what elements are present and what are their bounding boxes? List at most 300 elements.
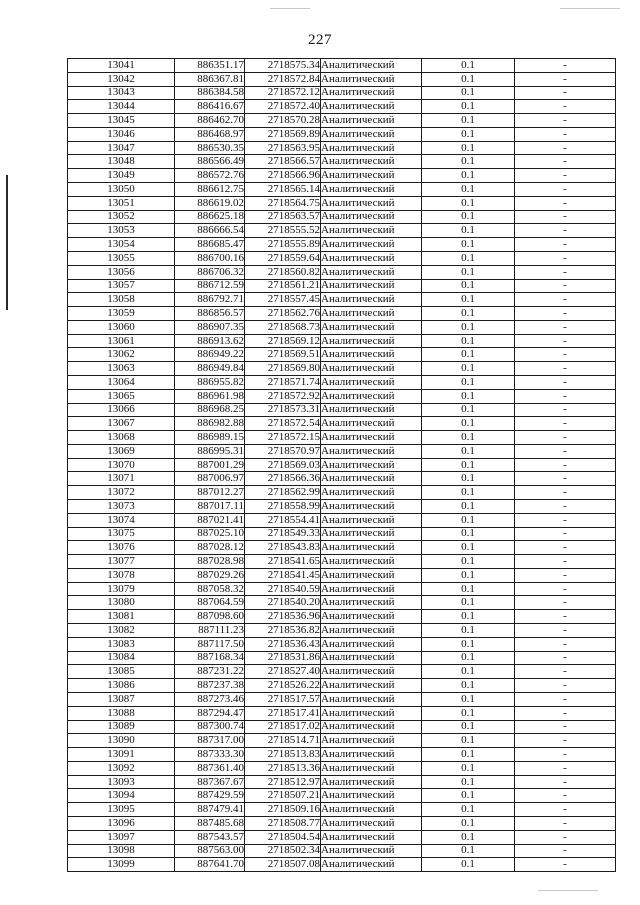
table-row — [68, 582, 616, 596]
x-coordinate-cell: 886989.15 — [175, 431, 245, 445]
accuracy-cell: 0.1 — [422, 169, 515, 183]
y-coordinate-cell: 2718536.82 — [245, 624, 321, 638]
method-cell: Аналитический — [321, 375, 422, 389]
note-cell: - — [515, 775, 616, 789]
point-number-cell: 13073 — [68, 500, 175, 514]
y-coordinate-cell: 2718541.45 — [245, 568, 321, 582]
accuracy-cell: 0.1 — [422, 858, 515, 872]
point-number-cell: 13076 — [68, 541, 175, 555]
x-coordinate-cell: 887006.97 — [175, 472, 245, 486]
x-coordinate-cell: 887294.47 — [175, 706, 245, 720]
note-cell: - — [515, 334, 616, 348]
table-row — [68, 789, 616, 803]
y-coordinate-cell: 2718560.82 — [245, 265, 321, 279]
x-coordinate-cell: 886685.47 — [175, 238, 245, 252]
point-number-cell: 13042 — [68, 72, 175, 86]
table-row — [68, 555, 616, 569]
note-cell: - — [515, 486, 616, 500]
note-cell: - — [515, 183, 616, 197]
accuracy-cell: 0.1 — [422, 362, 515, 376]
method-cell: Аналитический — [321, 127, 422, 141]
table-row — [68, 334, 616, 348]
note-cell: - — [515, 513, 616, 527]
point-number-cell: 13086 — [68, 679, 175, 693]
x-coordinate-cell: 886351.17 — [175, 59, 245, 73]
scan-speck — [270, 8, 310, 9]
x-coordinate-cell: 887237.38 — [175, 679, 245, 693]
method-cell: Аналитический — [321, 59, 422, 73]
note-cell: - — [515, 458, 616, 472]
method-cell: Аналитический — [321, 169, 422, 183]
point-number-cell: 13074 — [68, 513, 175, 527]
x-coordinate-cell: 887273.46 — [175, 692, 245, 706]
note-cell: - — [515, 720, 616, 734]
table-row — [68, 734, 616, 748]
point-number-cell: 13092 — [68, 761, 175, 775]
accuracy-cell: 0.1 — [422, 389, 515, 403]
note-cell: - — [515, 265, 616, 279]
method-cell: Аналитический — [321, 775, 422, 789]
method-cell: Аналитический — [321, 568, 422, 582]
point-number-cell: 13055 — [68, 251, 175, 265]
method-cell: Аналитический — [321, 748, 422, 762]
accuracy-cell: 0.1 — [422, 348, 515, 362]
y-coordinate-cell: 2718572.92 — [245, 389, 321, 403]
table-row — [68, 513, 616, 527]
x-coordinate-cell: 886955.82 — [175, 375, 245, 389]
x-coordinate-cell: 886792.71 — [175, 293, 245, 307]
accuracy-cell: 0.1 — [422, 224, 515, 238]
x-coordinate-cell: 886949.22 — [175, 348, 245, 362]
x-coordinate-cell: 887168.34 — [175, 651, 245, 665]
note-cell: - — [515, 610, 616, 624]
y-coordinate-cell: 2718572.84 — [245, 72, 321, 86]
table-row — [68, 830, 616, 844]
y-coordinate-cell: 2718512.97 — [245, 775, 321, 789]
table-row — [68, 527, 616, 541]
note-cell: - — [515, 348, 616, 362]
method-cell: Аналитический — [321, 816, 422, 830]
accuracy-cell: 0.1 — [422, 293, 515, 307]
accuracy-cell: 0.1 — [422, 375, 515, 389]
point-number-cell: 13045 — [68, 114, 175, 128]
x-coordinate-cell: 886995.31 — [175, 444, 245, 458]
x-coordinate-cell: 886612.75 — [175, 183, 245, 197]
x-coordinate-cell: 887300.74 — [175, 720, 245, 734]
point-number-cell: 13061 — [68, 334, 175, 348]
accuracy-cell: 0.1 — [422, 114, 515, 128]
point-number-cell: 13062 — [68, 348, 175, 362]
margin-binding-line — [6, 175, 8, 310]
point-number-cell: 13098 — [68, 844, 175, 858]
point-number-cell: 13054 — [68, 238, 175, 252]
y-coordinate-cell: 2718562.76 — [245, 307, 321, 321]
point-number-cell: 13093 — [68, 775, 175, 789]
table-row — [68, 183, 616, 197]
x-coordinate-cell: 886462.70 — [175, 114, 245, 128]
accuracy-cell: 0.1 — [422, 210, 515, 224]
y-coordinate-cell: 2718569.51 — [245, 348, 321, 362]
point-number-cell: 13044 — [68, 100, 175, 114]
accuracy-cell: 0.1 — [422, 679, 515, 693]
x-coordinate-cell: 886982.88 — [175, 417, 245, 431]
y-coordinate-cell: 2718517.41 — [245, 706, 321, 720]
table-row — [68, 624, 616, 638]
note-cell: - — [515, 596, 616, 610]
accuracy-cell: 0.1 — [422, 59, 515, 73]
note-cell: - — [515, 72, 616, 86]
method-cell: Аналитический — [321, 665, 422, 679]
note-cell: - — [515, 307, 616, 321]
x-coordinate-cell: 886913.62 — [175, 334, 245, 348]
method-cell: Аналитический — [321, 679, 422, 693]
accuracy-cell: 0.1 — [422, 816, 515, 830]
method-cell: Аналитический — [321, 362, 422, 376]
note-cell: - — [515, 431, 616, 445]
note-cell: - — [515, 748, 616, 762]
method-cell: Аналитический — [321, 403, 422, 417]
note-cell: - — [515, 238, 616, 252]
table-row — [68, 265, 616, 279]
y-coordinate-cell: 2718504.54 — [245, 830, 321, 844]
note-cell: - — [515, 789, 616, 803]
accuracy-cell: 0.1 — [422, 624, 515, 638]
note-cell: - — [515, 114, 616, 128]
point-number-cell: 13071 — [68, 472, 175, 486]
y-coordinate-cell: 2718502.34 — [245, 844, 321, 858]
table-row — [68, 761, 616, 775]
x-coordinate-cell: 886468.97 — [175, 127, 245, 141]
accuracy-cell: 0.1 — [422, 692, 515, 706]
x-coordinate-cell: 886530.35 — [175, 141, 245, 155]
accuracy-cell: 0.1 — [422, 541, 515, 555]
accuracy-cell: 0.1 — [422, 86, 515, 100]
x-coordinate-cell: 887058.32 — [175, 582, 245, 596]
accuracy-cell: 0.1 — [422, 582, 515, 596]
method-cell: Аналитический — [321, 389, 422, 403]
point-number-cell: 13085 — [68, 665, 175, 679]
x-coordinate-cell: 886384.58 — [175, 86, 245, 100]
table-row — [68, 596, 616, 610]
method-cell: Аналитический — [321, 183, 422, 197]
y-coordinate-cell: 2718558.99 — [245, 500, 321, 514]
x-coordinate-cell: 887028.98 — [175, 555, 245, 569]
note-cell: - — [515, 844, 616, 858]
accuracy-cell: 0.1 — [422, 155, 515, 169]
table-row — [68, 196, 616, 210]
x-coordinate-cell: 887117.50 — [175, 637, 245, 651]
accuracy-cell: 0.1 — [422, 734, 515, 748]
note-cell: - — [515, 155, 616, 169]
table-row — [68, 858, 616, 872]
note-cell: - — [515, 692, 616, 706]
method-cell: Аналитический — [321, 444, 422, 458]
x-coordinate-cell: 887029.26 — [175, 568, 245, 582]
point-number-cell: 13047 — [68, 141, 175, 155]
point-number-cell: 13064 — [68, 375, 175, 389]
point-number-cell: 13078 — [68, 568, 175, 582]
point-number-cell: 13095 — [68, 803, 175, 817]
note-cell: - — [515, 624, 616, 638]
accuracy-cell: 0.1 — [422, 610, 515, 624]
y-coordinate-cell: 2718557.45 — [245, 293, 321, 307]
point-number-cell: 13081 — [68, 610, 175, 624]
table-row — [68, 141, 616, 155]
x-coordinate-cell: 886907.35 — [175, 320, 245, 334]
accuracy-cell: 0.1 — [422, 761, 515, 775]
accuracy-cell: 0.1 — [422, 320, 515, 334]
table-row — [68, 486, 616, 500]
accuracy-cell: 0.1 — [422, 238, 515, 252]
point-number-cell: 13091 — [68, 748, 175, 762]
table-row — [68, 362, 616, 376]
method-cell: Аналитический — [321, 610, 422, 624]
y-coordinate-cell: 2718566.96 — [245, 169, 321, 183]
note-cell: - — [515, 830, 616, 844]
method-cell: Аналитический — [321, 803, 422, 817]
note-cell: - — [515, 665, 616, 679]
y-coordinate-cell: 2718509.16 — [245, 803, 321, 817]
point-number-cell: 13052 — [68, 210, 175, 224]
note-cell: - — [515, 858, 616, 872]
method-cell: Аналитический — [321, 307, 422, 321]
table-row — [68, 651, 616, 665]
table-row — [68, 307, 616, 321]
note-cell: - — [515, 320, 616, 334]
point-number-cell: 13070 — [68, 458, 175, 472]
x-coordinate-cell: 886706.32 — [175, 265, 245, 279]
table-row — [68, 59, 616, 73]
point-number-cell: 13083 — [68, 637, 175, 651]
y-coordinate-cell: 2718569.89 — [245, 127, 321, 141]
x-coordinate-cell: 886572.76 — [175, 169, 245, 183]
y-coordinate-cell: 2718569.80 — [245, 362, 321, 376]
y-coordinate-cell: 2718564.75 — [245, 196, 321, 210]
note-cell: - — [515, 375, 616, 389]
y-coordinate-cell: 2718561.21 — [245, 279, 321, 293]
table-row — [68, 472, 616, 486]
point-number-cell: 13087 — [68, 692, 175, 706]
table-row — [68, 169, 616, 183]
point-number-cell: 13089 — [68, 720, 175, 734]
table-row — [68, 86, 616, 100]
accuracy-cell: 0.1 — [422, 265, 515, 279]
note-cell: - — [515, 279, 616, 293]
accuracy-cell: 0.1 — [422, 748, 515, 762]
point-number-cell: 13046 — [68, 127, 175, 141]
note-cell: - — [515, 568, 616, 582]
note-cell: - — [515, 734, 616, 748]
accuracy-cell: 0.1 — [422, 472, 515, 486]
method-cell: Аналитический — [321, 86, 422, 100]
table-row — [68, 500, 616, 514]
scan-speck — [560, 8, 620, 9]
method-cell: Аналитический — [321, 830, 422, 844]
accuracy-cell: 0.1 — [422, 513, 515, 527]
x-coordinate-cell: 886666.54 — [175, 224, 245, 238]
table-row — [68, 541, 616, 555]
accuracy-cell: 0.1 — [422, 775, 515, 789]
method-cell: Аналитический — [321, 210, 422, 224]
note-cell: - — [515, 555, 616, 569]
table-row — [68, 114, 616, 128]
y-coordinate-cell: 2718517.57 — [245, 692, 321, 706]
point-number-cell: 13043 — [68, 86, 175, 100]
method-cell: Аналитический — [321, 637, 422, 651]
note-cell: - — [515, 59, 616, 73]
point-number-cell: 13051 — [68, 196, 175, 210]
method-cell: Аналитический — [321, 541, 422, 555]
note-cell: - — [515, 169, 616, 183]
accuracy-cell: 0.1 — [422, 183, 515, 197]
x-coordinate-cell: 887479.41 — [175, 803, 245, 817]
table-row — [68, 238, 616, 252]
y-coordinate-cell: 2718569.03 — [245, 458, 321, 472]
y-coordinate-cell: 2718554.41 — [245, 513, 321, 527]
method-cell: Аналитический — [321, 734, 422, 748]
x-coordinate-cell: 886700.16 — [175, 251, 245, 265]
method-cell: Аналитический — [321, 844, 422, 858]
accuracy-cell: 0.1 — [422, 486, 515, 500]
x-coordinate-cell: 887485.68 — [175, 816, 245, 830]
accuracy-cell: 0.1 — [422, 307, 515, 321]
method-cell: Аналитический — [321, 582, 422, 596]
note-cell: - — [515, 651, 616, 665]
x-coordinate-cell: 887367.67 — [175, 775, 245, 789]
note-cell: - — [515, 472, 616, 486]
y-coordinate-cell: 2718568.73 — [245, 320, 321, 334]
x-coordinate-cell: 887641.70 — [175, 858, 245, 872]
point-number-cell: 13065 — [68, 389, 175, 403]
method-cell: Аналитический — [321, 100, 422, 114]
note-cell: - — [515, 500, 616, 514]
point-number-cell: 13090 — [68, 734, 175, 748]
x-coordinate-cell: 887543.57 — [175, 830, 245, 844]
point-number-cell: 13049 — [68, 169, 175, 183]
table-row — [68, 568, 616, 582]
method-cell: Аналитический — [321, 251, 422, 265]
y-coordinate-cell: 2718575.34 — [245, 59, 321, 73]
table-row — [68, 665, 616, 679]
method-cell: Аналитический — [321, 265, 422, 279]
table-row — [68, 224, 616, 238]
accuracy-cell: 0.1 — [422, 196, 515, 210]
accuracy-cell: 0.1 — [422, 803, 515, 817]
point-number-cell: 13082 — [68, 624, 175, 638]
point-number-cell: 13063 — [68, 362, 175, 376]
note-cell: - — [515, 141, 616, 155]
note-cell: - — [515, 541, 616, 555]
note-cell: - — [515, 86, 616, 100]
x-coordinate-cell: 887098.60 — [175, 610, 245, 624]
method-cell: Аналитический — [321, 513, 422, 527]
y-coordinate-cell: 2718507.08 — [245, 858, 321, 872]
point-number-cell: 13079 — [68, 582, 175, 596]
method-cell: Аналитический — [321, 458, 422, 472]
y-coordinate-cell: 2718566.36 — [245, 472, 321, 486]
point-number-cell: 13067 — [68, 417, 175, 431]
accuracy-cell: 0.1 — [422, 527, 515, 541]
coordinates-table — [67, 58, 616, 872]
accuracy-cell: 0.1 — [422, 100, 515, 114]
table-row — [68, 127, 616, 141]
accuracy-cell: 0.1 — [422, 665, 515, 679]
y-coordinate-cell: 2718507.21 — [245, 789, 321, 803]
note-cell: - — [515, 816, 616, 830]
table-row — [68, 706, 616, 720]
accuracy-cell: 0.1 — [422, 651, 515, 665]
x-coordinate-cell: 887361.40 — [175, 761, 245, 775]
table-row — [68, 775, 616, 789]
table-row — [68, 720, 616, 734]
table-row — [68, 444, 616, 458]
x-coordinate-cell: 886949.84 — [175, 362, 245, 376]
x-coordinate-cell: 887231.22 — [175, 665, 245, 679]
x-coordinate-cell: 887429.59 — [175, 789, 245, 803]
y-coordinate-cell: 2718572.54 — [245, 417, 321, 431]
y-coordinate-cell: 2718555.89 — [245, 238, 321, 252]
x-coordinate-cell: 886619.02 — [175, 196, 245, 210]
note-cell: - — [515, 389, 616, 403]
y-coordinate-cell: 2718540.59 — [245, 582, 321, 596]
accuracy-cell: 0.1 — [422, 789, 515, 803]
y-coordinate-cell: 2718555.52 — [245, 224, 321, 238]
y-coordinate-cell: 2718540.20 — [245, 596, 321, 610]
table-row — [68, 293, 616, 307]
table-row — [68, 844, 616, 858]
method-cell: Аналитический — [321, 196, 422, 210]
table-row — [68, 100, 616, 114]
method-cell: Аналитический — [321, 472, 422, 486]
table-body — [68, 59, 616, 872]
y-coordinate-cell: 2718565.14 — [245, 183, 321, 197]
accuracy-cell: 0.1 — [422, 596, 515, 610]
note-cell: - — [515, 403, 616, 417]
note-cell: - — [515, 706, 616, 720]
point-number-cell: 13077 — [68, 555, 175, 569]
y-coordinate-cell: 2718508.77 — [245, 816, 321, 830]
y-coordinate-cell: 2718526.22 — [245, 679, 321, 693]
y-coordinate-cell: 2718559.64 — [245, 251, 321, 265]
accuracy-cell: 0.1 — [422, 251, 515, 265]
method-cell: Аналитический — [321, 720, 422, 734]
table-row — [68, 251, 616, 265]
table-row — [68, 458, 616, 472]
x-coordinate-cell: 886712.59 — [175, 279, 245, 293]
note-cell: - — [515, 293, 616, 307]
table-row — [68, 375, 616, 389]
method-cell: Аналитический — [321, 320, 422, 334]
note-cell: - — [515, 224, 616, 238]
x-coordinate-cell: 886625.18 — [175, 210, 245, 224]
method-cell: Аналитический — [321, 858, 422, 872]
x-coordinate-cell: 886968.25 — [175, 403, 245, 417]
accuracy-cell: 0.1 — [422, 720, 515, 734]
y-coordinate-cell: 2718517.02 — [245, 720, 321, 734]
note-cell: - — [515, 210, 616, 224]
point-number-cell: 13050 — [68, 183, 175, 197]
page-number: 227 — [308, 32, 332, 48]
y-coordinate-cell: 2718514.71 — [245, 734, 321, 748]
point-number-cell: 13084 — [68, 651, 175, 665]
accuracy-cell: 0.1 — [422, 706, 515, 720]
note-cell: - — [515, 527, 616, 541]
x-coordinate-cell: 887064.59 — [175, 596, 245, 610]
accuracy-cell: 0.1 — [422, 568, 515, 582]
x-coordinate-cell: 887317.00 — [175, 734, 245, 748]
point-number-cell: 13080 — [68, 596, 175, 610]
method-cell: Аналитический — [321, 279, 422, 293]
